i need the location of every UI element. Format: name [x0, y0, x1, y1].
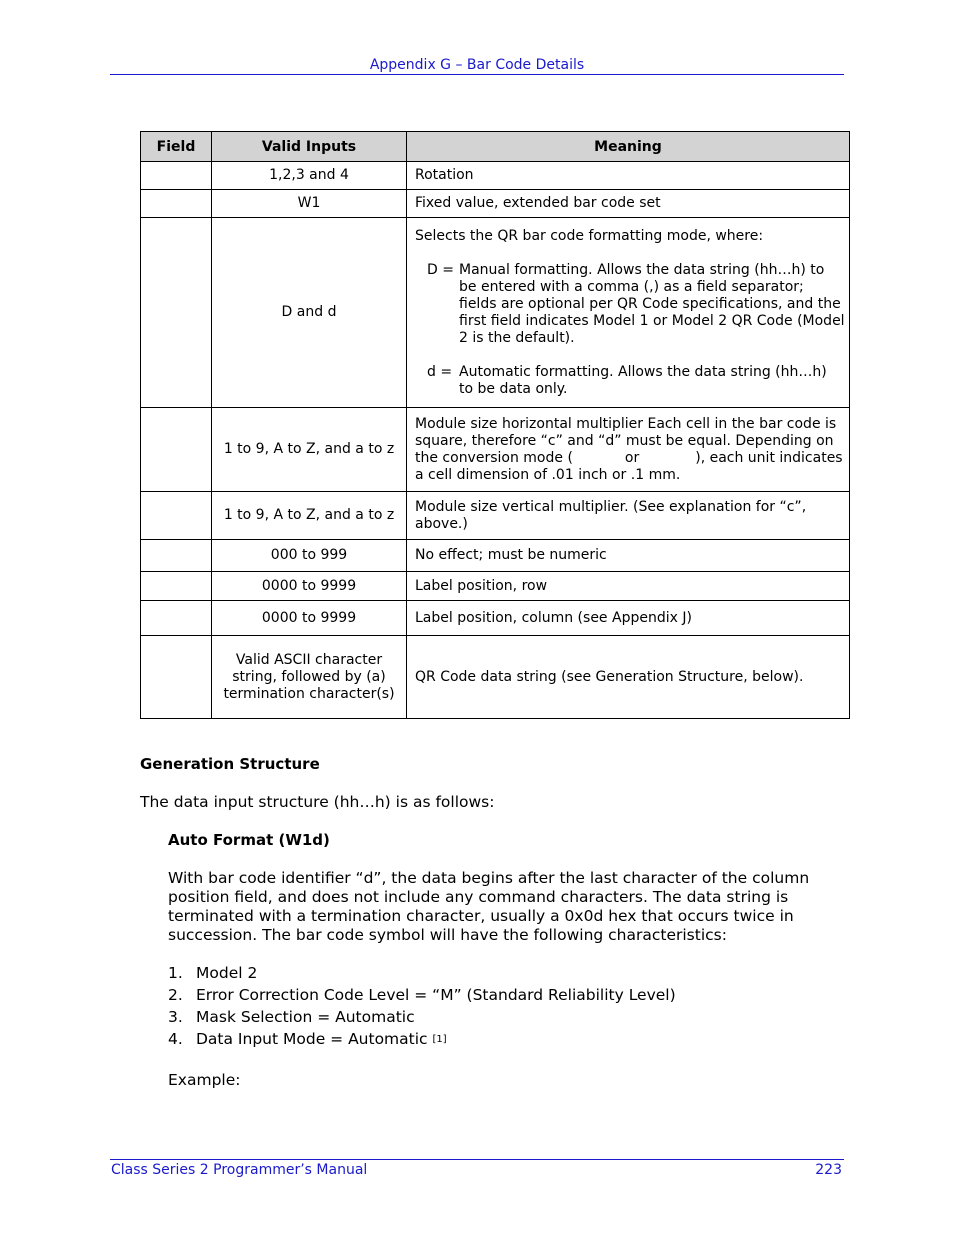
table-row: [141, 218, 850, 408]
table-row: [141, 162, 850, 190]
mode-item: [415, 364, 845, 398]
table-row: [141, 540, 850, 572]
meaning-cell: [407, 218, 850, 408]
list-text: Mask Selection = Automatic: [196, 1008, 415, 1026]
valid-inputs-cell: 000 to 999: [212, 540, 407, 572]
mode-key: d =: [427, 363, 453, 380]
field-cell: [141, 162, 212, 190]
valid-inputs-cell: 1 to 9, A to Z, and a to z: [212, 492, 407, 540]
list-number: 2.: [168, 986, 183, 1004]
list-text: Model 2: [196, 964, 258, 982]
footer-page-number: 223: [815, 1162, 842, 1178]
table-row: [141, 636, 850, 719]
meaning-cell: Fixed value, extended bar code set: [407, 190, 850, 218]
table-row: [141, 492, 850, 540]
valid-inputs-cell: 1,2,3 and 4: [212, 162, 407, 190]
table-row: [141, 408, 850, 492]
body-paragraph: With bar code identifier “d”, the data begins after the last character of the column position field, and does not include any command characters. The data string is terminated with a termination character, usually a 0x0d hex that occurs twice in succession. The bar code symbol will have the following characteristics:: [168, 869, 810, 944]
list-item: [168, 986, 676, 1008]
header-divider: [110, 74, 844, 75]
field-cell: [141, 572, 212, 601]
field-cell: [141, 636, 212, 719]
field-cell: [141, 601, 212, 636]
list-text: Error Correction Code Level = “M” (Standard Reliability Level): [196, 986, 676, 1004]
footnote-reference[interactable]: [1]: [432, 1034, 447, 1045]
field-cell: [141, 408, 212, 492]
table-header-row: [141, 132, 850, 162]
meaning-cell: [407, 408, 850, 492]
example-label: Example:: [168, 1071, 241, 1089]
table-header-cell: Meaning: [407, 132, 850, 162]
meaning-cell: Label position, row: [407, 572, 850, 601]
subsection-heading: Auto Format (W1d): [168, 831, 330, 849]
parameters-table: [140, 131, 850, 719]
list-item: [168, 1008, 676, 1030]
table-row: [141, 572, 850, 601]
meaning-intro: Selects the QR bar code formatting mode, where:: [415, 227, 764, 244]
field-cell: [141, 190, 212, 218]
meaning-text: ), each unit indicates a cell dimension of .01 inch or .1 mm.: [415, 449, 843, 483]
meaning-cell: Module size vertical multiplier. (See explanation for “c”, above.): [407, 492, 850, 540]
valid-inputs-cell: 0000 to 9999: [212, 572, 407, 601]
valid-inputs-cell: 0000 to 9999: [212, 601, 407, 636]
section-heading: Generation Structure: [140, 755, 320, 773]
field-cell: [141, 218, 212, 408]
table-row: [141, 190, 850, 218]
valid-inputs-cell: 1 to 9, A to Z, and a to z: [212, 408, 407, 492]
footer-divider: [110, 1159, 844, 1160]
valid-inputs-cell: W1: [212, 190, 407, 218]
mode-item: [415, 262, 845, 347]
table-row: [141, 601, 850, 636]
footer-manual-title: Class Series 2 Programmer’s Manual: [111, 1162, 368, 1178]
table-header-cell: Field: [141, 132, 212, 162]
page-header-title: Appendix G – Bar Code Details: [369, 57, 585, 73]
field-cell: [141, 492, 212, 540]
list-item: [168, 1030, 676, 1052]
field-cell: [141, 540, 212, 572]
mode-text: Manual formatting. Allows the data string (hh…h) to be entered with a comma (,) as a field separator; fields are optional per QR Code specifications, and the first field indicates Model 1 or Model 2 QR Code (Model 2 is the default).: [459, 261, 845, 346]
meaning-cell: Rotation: [407, 162, 850, 190]
intro-text: The data input structure (hh…h) is as follows:: [140, 793, 495, 811]
valid-inputs-cell: D and d: [212, 218, 407, 408]
list-number: 3.: [168, 1008, 183, 1026]
list-number: 4.: [168, 1030, 183, 1048]
meaning-cell: QR Code data string (see Generation Structure, below).: [407, 636, 850, 719]
mode-key: D =: [427, 261, 454, 278]
table-header-cell: Valid Inputs: [212, 132, 407, 162]
meaning-cell: Label position, column (see Appendix J): [407, 601, 850, 636]
list-item: [168, 964, 676, 986]
meaning-cell: No effect; must be numeric: [407, 540, 850, 572]
valid-inputs-cell: Valid ASCII character string, followed by (a) termination character(s): [212, 636, 407, 719]
characteristics-list: [168, 964, 676, 1052]
mode-text: Automatic formatting. Allows the data string (hh…h) to be data only.: [459, 363, 827, 397]
list-number: 1.: [168, 964, 183, 982]
list-text: Data Input Mode = Automatic: [196, 1030, 428, 1048]
meaning-text: Module size horizontal multiplier Each cell in the bar code is square, therefore “c” and “d” must be equal. Depending on the conversion mode (: [415, 415, 837, 466]
meaning-text: or: [624, 449, 640, 466]
